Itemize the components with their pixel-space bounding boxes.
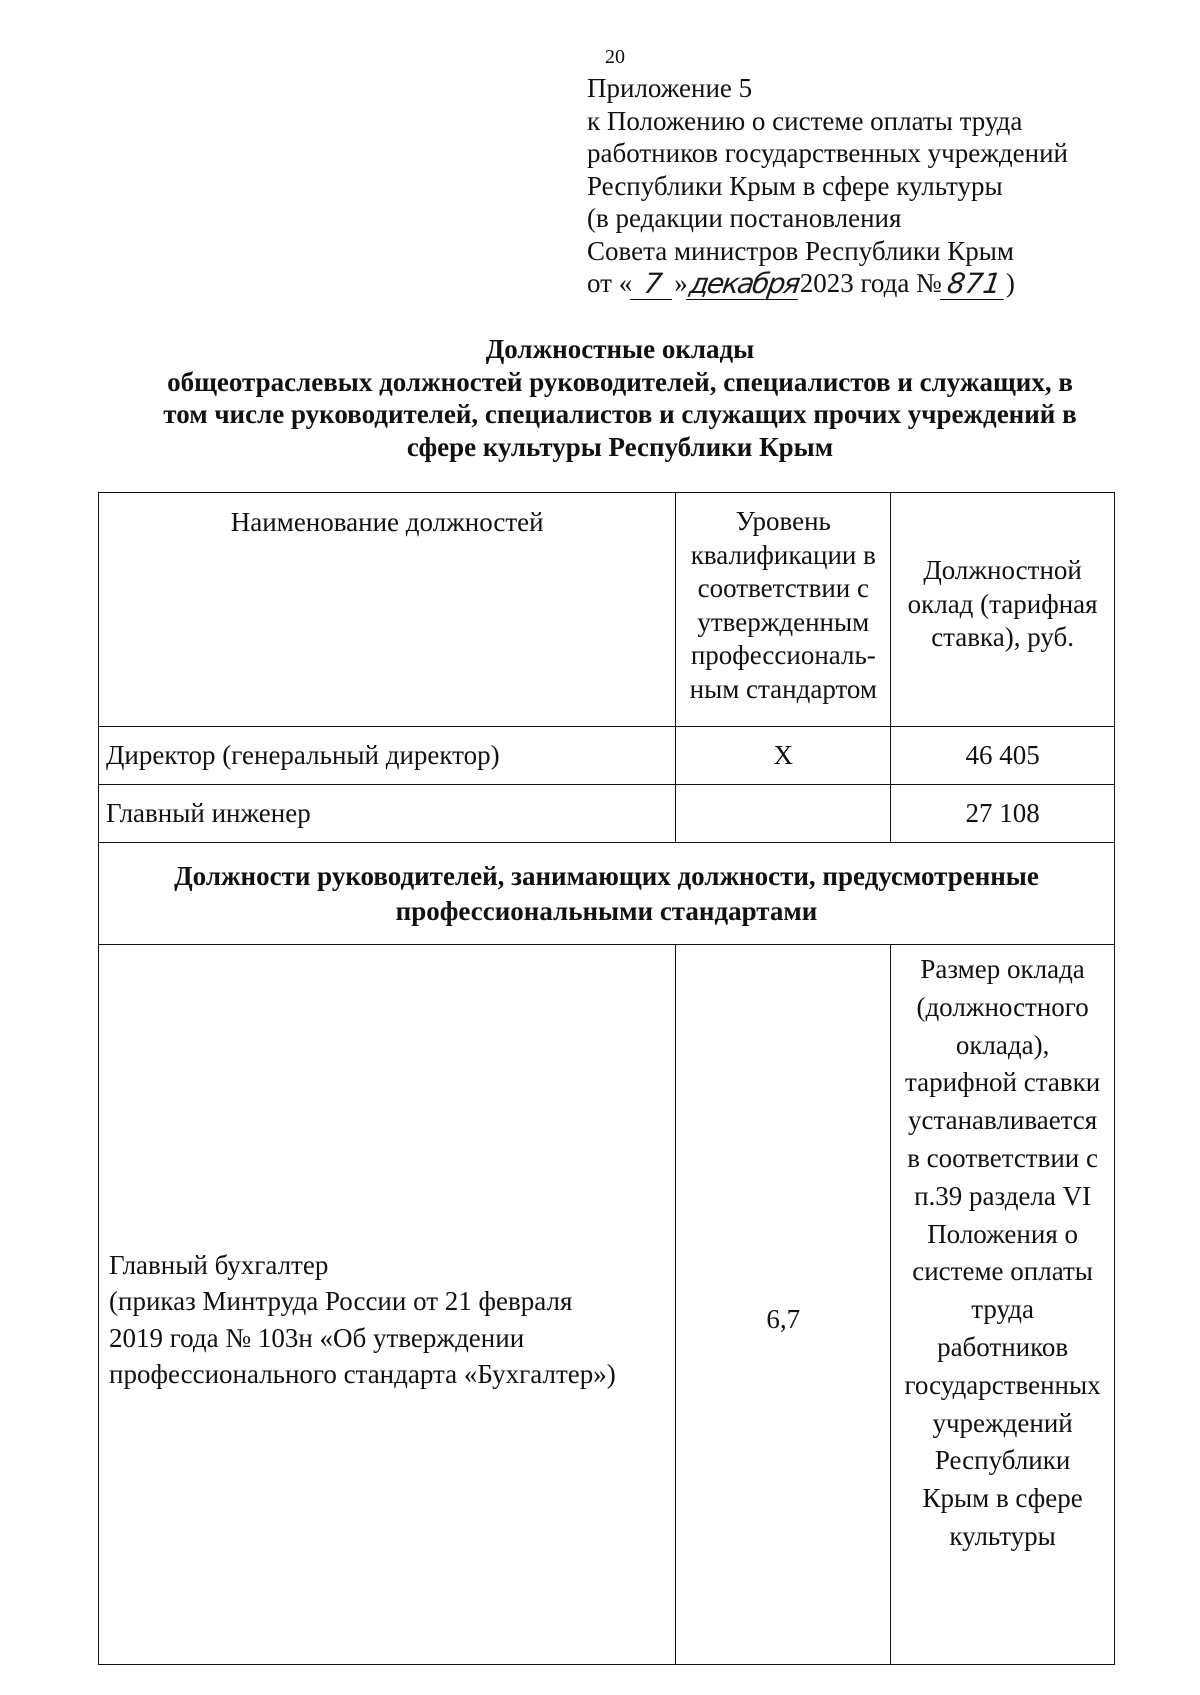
header-level-line: квалификации в bbox=[690, 539, 876, 570]
qualification-level: 6,7 bbox=[676, 945, 891, 1665]
position-name: Главный инженер bbox=[99, 785, 676, 843]
appendix-line: Республики Крым в сфере культуры bbox=[587, 170, 1003, 201]
date-mid: » bbox=[674, 268, 688, 298]
header-salary-line: ставка), руб. bbox=[931, 622, 1074, 653]
salary-note-line: Положения о bbox=[927, 1218, 1078, 1249]
salary-note-line: в соответствии с bbox=[907, 1142, 1098, 1173]
salary-note-line: работников bbox=[937, 1331, 1069, 1362]
section-heading bbox=[99, 843, 1115, 945]
appendix-line: (в редакции постановления bbox=[587, 203, 902, 233]
salary-value: 46 405 bbox=[891, 727, 1115, 785]
position-name-line: 2019 года № 103н «Об утверждении bbox=[109, 1322, 525, 1353]
date-suffix: ) bbox=[1005, 268, 1015, 298]
header-name: Наименование должностей bbox=[99, 493, 676, 727]
resolution-date-line bbox=[587, 267, 1068, 300]
handwritten-day: 7 bbox=[630, 269, 676, 300]
table-header-row bbox=[99, 493, 1115, 727]
header-level-line: Уровень bbox=[735, 506, 831, 536]
date-prefix: от « bbox=[587, 268, 633, 298]
document-title bbox=[90, 333, 1150, 463]
salary-note-line: учреждений bbox=[932, 1407, 1073, 1438]
salary-note-line: труда bbox=[971, 1294, 1034, 1325]
appendix-line: Приложение 5 bbox=[587, 73, 753, 103]
position-name-line: профессионального стандарта «Бухгалтер») bbox=[109, 1359, 616, 1389]
handwritten-month: декабря bbox=[687, 266, 801, 300]
salary-note-line: системе оплаты bbox=[912, 1256, 1093, 1287]
section-heading-row bbox=[99, 843, 1115, 945]
header-salary-line: оклад (тарифная bbox=[907, 588, 1098, 619]
title-line: сфере культуры Республики Крым bbox=[406, 431, 834, 462]
salary-note-line: Крым в сфере bbox=[922, 1483, 1083, 1514]
salary-note-line: Республики bbox=[934, 1445, 1071, 1476]
header-salary bbox=[891, 493, 1115, 727]
header-level bbox=[676, 493, 891, 727]
date-year: 2023 года № bbox=[799, 268, 942, 298]
header-level-line: ным стандартом bbox=[689, 673, 877, 704]
salary-table bbox=[98, 492, 1115, 1665]
title-line: том числе руководителей, специалистов и служащих прочих учреждений в bbox=[163, 399, 1077, 429]
section-heading-line: Должности руководителей, занимающих должности, предусмотренные bbox=[174, 860, 1039, 891]
position-name-line: (приказ Минтруда России от 21 февраля bbox=[109, 1286, 573, 1316]
position-name: Директор (генеральный директор) bbox=[99, 727, 676, 785]
header-salary-line: Должностной bbox=[923, 555, 1082, 586]
salary-note-line: тарифной ставки bbox=[905, 1067, 1101, 1098]
position-name bbox=[99, 945, 676, 1665]
appendix-line: работников государственных учреждений bbox=[587, 138, 1068, 168]
table-row bbox=[99, 945, 1115, 1665]
table-row bbox=[99, 727, 1115, 785]
section-heading-line: профессиональными стандартами bbox=[395, 895, 818, 926]
table-row bbox=[99, 785, 1115, 843]
salary-note-line: (должностного bbox=[916, 991, 1089, 1022]
qualification-level: Х bbox=[676, 727, 891, 785]
salary-note-line: оклада), bbox=[955, 1029, 1050, 1060]
position-name-line: Главный бухгалтер bbox=[109, 1249, 329, 1280]
page-number: 20 bbox=[605, 46, 625, 68]
qualification-level bbox=[676, 785, 891, 843]
handwritten-number: 871 bbox=[940, 269, 1008, 300]
salary-note-line: устанавливается bbox=[907, 1105, 1098, 1136]
title-line: общеотраслевых должностей руководителей, специалистов и служащих, в bbox=[167, 366, 1073, 397]
salary-note-line: государственных bbox=[904, 1369, 1101, 1400]
header-level-line: утвержденным bbox=[697, 606, 870, 637]
salary-note-line: Размер оклада bbox=[920, 954, 1085, 984]
salary-note-line: культуры bbox=[949, 1520, 1056, 1551]
appendix-line: Совета министров Республики Крым bbox=[587, 235, 1014, 266]
salary-note bbox=[891, 945, 1115, 1665]
appendix-header bbox=[587, 72, 1068, 300]
salary-value: 27 108 bbox=[891, 785, 1115, 843]
title-line: Должностные оклады bbox=[485, 334, 755, 364]
header-level-line: профессиональ- bbox=[690, 640, 876, 670]
salary-note-line: п.39 раздела VI bbox=[914, 1180, 1092, 1211]
appendix-line: к Положению о системе оплаты труда bbox=[587, 105, 1023, 136]
header-level-line: соответствии с bbox=[697, 573, 869, 603]
